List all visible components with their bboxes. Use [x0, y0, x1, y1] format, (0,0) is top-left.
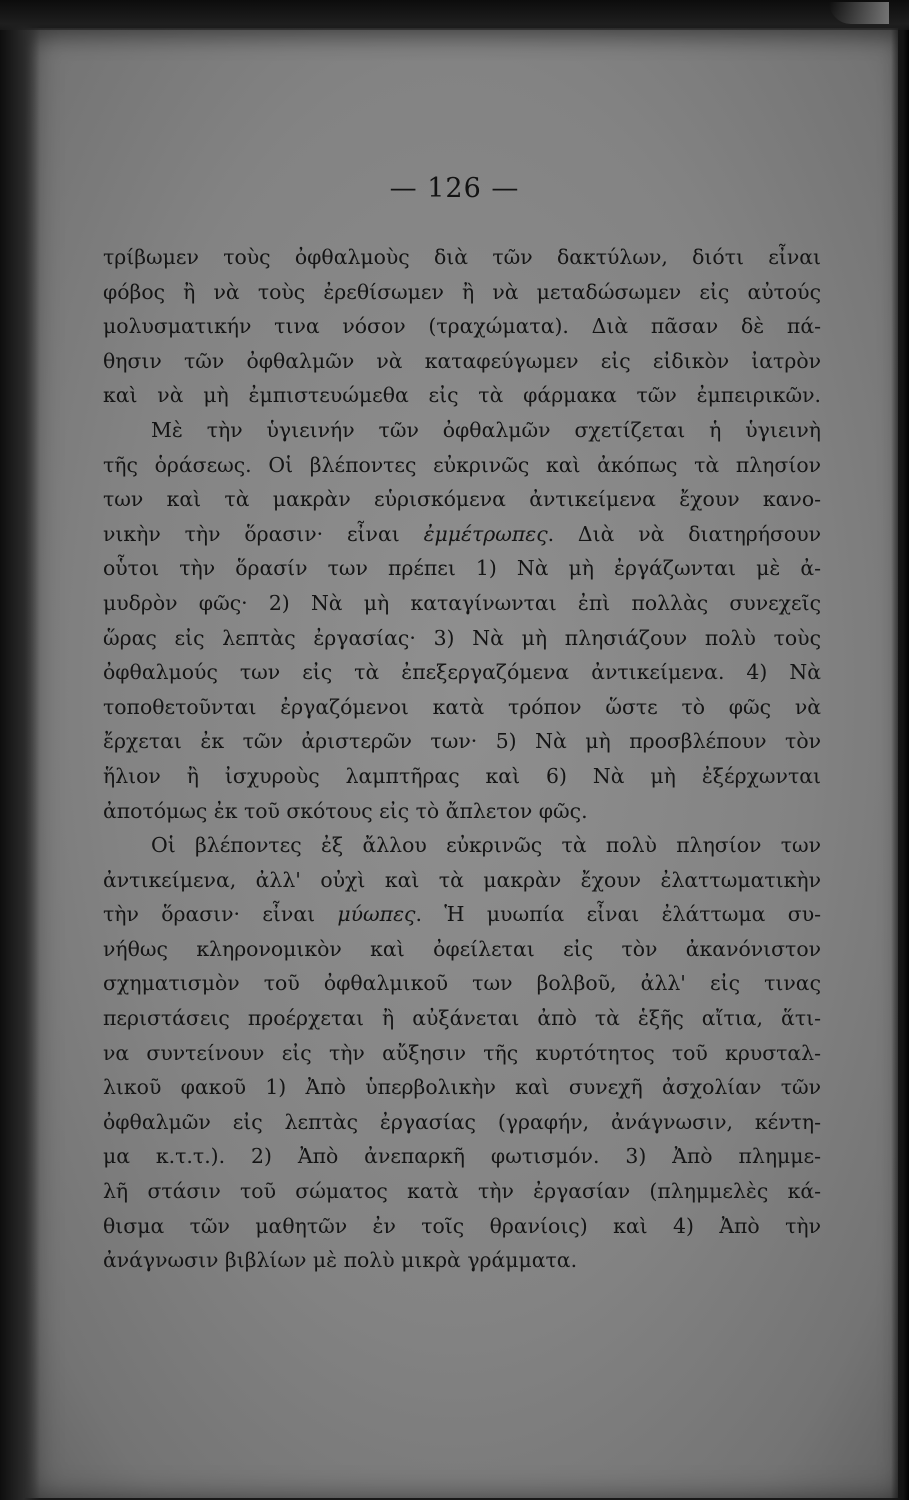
text-line: ὀφθαλμῶν εἰς λεπτὰς ἐργασίας (γραφήν, ἀνάγνωσιν, κέντη-	[103, 1109, 821, 1134]
text-line: λικοῦ φακοῦ 1) Ἀπὸ ὑπερβολικὴν καὶ συνεχῆ ἀσχολίαν τῶν	[103, 1075, 821, 1100]
body-text	[103, 240, 821, 1278]
paragraph	[103, 828, 821, 1278]
emphasized-term: μύωπες	[337, 902, 416, 927]
text-line: μολυσματικήν τινα νόσον (τραχώματα). Διὰ πᾶσαν δὲ πά-	[103, 314, 821, 339]
text-line: Οἱ βλέποντες ἐξ ἄλλου εὐκρινῶς τὰ πολὺ πλησίον των	[151, 833, 821, 858]
text-line: Μὲ τὴν ὑγιεινήν τῶν ὀφθαλμῶν σχετίζεται ἡ ὑγιεινὴ	[151, 417, 821, 442]
page-number: — 126 —	[389, 173, 520, 204]
text-line: τῆς ὁράσεως. Οἱ βλέποντες εὐκρινῶς καὶ ἀκόπως τὰ πλησίον	[103, 452, 821, 477]
paragraph	[103, 413, 821, 828]
text-line: των καὶ τὰ μακρὰν εὑρισκόμενα ἀντικείμενα ἔχουν κανο-	[103, 487, 821, 512]
text-line: ἥλιον ἢ ἰσχυροὺς λαμπτῆρας καὶ 6) Νὰ μὴ ἐξέρχωνται	[103, 763, 821, 788]
text-line: τρίβωμεν τοὺς ὀφθαλμοὺς διὰ τῶν δακτύλων, διότι εἶναι	[103, 245, 821, 269]
text-line: μυδρὸν φῶς· 2) Νὰ μὴ καταγίνωνται ἐπὶ πολλὰς συνεχεῖς	[103, 590, 821, 615]
page-top-edge	[0, 0, 909, 30]
text-line: τὴν ὅρασιν· εἶναι μύωπες. Ἡ μυωπία εἶναι ἐλάττωμα συ-	[103, 902, 821, 927]
text-line: θισμα τῶν μαθητῶν ἐν τοῖς θρανίοις) καὶ 4) Ἀπὸ τὴν	[103, 1213, 821, 1238]
text-line: ἀντικείμενα, ἀλλ' οὐχὶ καὶ τὰ μακρὰν ἔχουν ἐλαττωματικὴν	[103, 867, 821, 892]
text-line: θησιν τῶν ὀφθαλμῶν νὰ καταφεύγωμεν εἰς εἰδικὸν ἰατρὸν	[103, 348, 821, 373]
text-line: ὥρας εἰς λεπτὰς ἐργασίας· 3) Νὰ μὴ πλησιάζουν πολὺ τοὺς	[103, 625, 821, 650]
text-line: να συντείνουν εἰς τὴν αὔξησιν τῆς κυρτότητος τοῦ κρυσταλ-	[103, 1040, 821, 1065]
text-line: νικὴν τὴν ὅρασιν· εἶναι ἐμμέτρωπες. Διὰ νὰ διατηρήσουν	[103, 521, 821, 546]
text-line: νήθως κληρονομικὸν καὶ ὀφείλεται εἰς τὸν ἀκανόνιστον	[103, 936, 821, 961]
text-line: ἀποτόμως ἐκ τοῦ σκότους εἰς τὸ ἄπλετον φῶς.	[103, 798, 588, 823]
emphasized-term: ἐμμέτρωπες	[423, 521, 548, 546]
binding-shadow	[0, 0, 40, 1500]
text-line: καὶ νὰ μὴ ἐμπιστευώμεθα εἰς τὰ φάρμακα τῶν ἐμπειρικῶν.	[103, 383, 821, 408]
page-right-edge	[891, 0, 909, 1500]
text-line: σχηματισμὸν τοῦ ὀφθαλμικοῦ των βολβοῦ, ἀλλ' εἰς τινας	[103, 971, 821, 996]
text-line: μα κ.τ.τ.). 2) Ἀπὸ ἀνεπαρκῆ φωτισμόν. 3) Ἀπὸ πλημμε-	[103, 1144, 821, 1169]
text-line: ἀνάγνωσιν βιβλίων μὲ πολὺ μικρὰ γράμματα.	[103, 1248, 578, 1273]
text-line: οὗτοι τὴν ὅρασίν των πρέπει 1) Νὰ μὴ ἐργάζωνται μὲ ἀ-	[103, 556, 821, 581]
text-line: ὀφθαλμούς των εἰς τὰ ἐπεξεργαζόμενα ἀντικείμενα. 4) Νὰ	[103, 660, 821, 685]
text-line: φόβος ἢ νὰ τοὺς ἐρεθίσωμεν ἢ νὰ μεταδώσωμεν εἰς αὐτούς	[103, 279, 821, 304]
text-line: περιστάσεις προέρχεται ἢ αὐξάνεται ἀπὸ τὰ ἑξῆς αἴτια, ἅτι-	[103, 1006, 821, 1031]
paragraph	[103, 240, 821, 413]
text-line: τοποθετοῦνται ἐργαζόμενοι κατὰ τρόπον ὥστε τὸ φῶς νὰ	[103, 694, 821, 719]
text-line: λῆ στάσιν τοῦ σώματος κατὰ τὴν ἐργασίαν (πλημμελὲς κά-	[103, 1179, 821, 1204]
text-line: ἔρχεται ἐκ τῶν ἀριστερῶν των· 5) Νὰ μὴ προσβλέπουν τὸν	[103, 729, 821, 754]
